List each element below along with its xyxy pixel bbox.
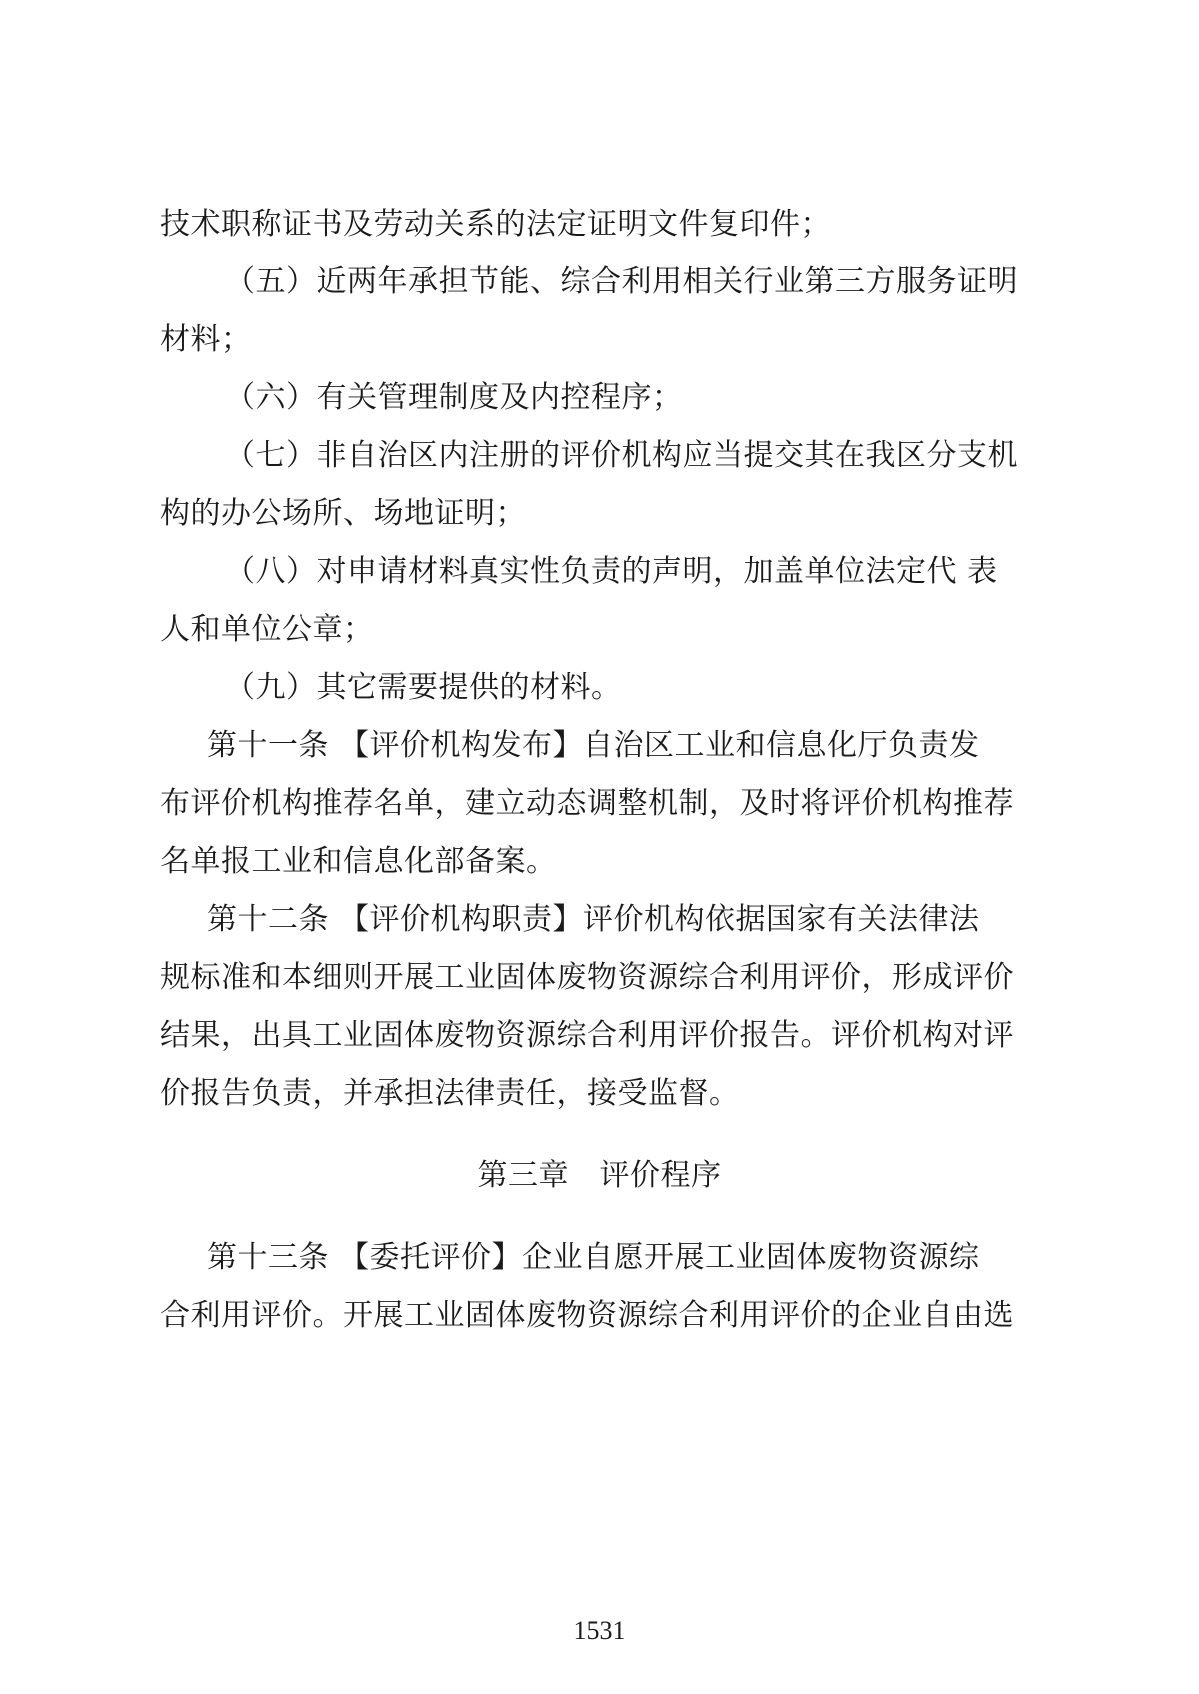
text-line: 价报告负责，并承担法律责任，接受监督。 [160,1076,740,1111]
text-line: 技术职称证书及劳动关系的法定证明文件复印件； [160,207,831,242]
chapter-title: 第三章 评价程序 [477,1158,722,1193]
text-line: （五）近两年承担节能、综合利用相关行业第三方服务证明 [225,264,1018,299]
text-line: 名单报工业和信息化部备案。 [160,844,557,879]
article-13-heading-line: 第十三条 【委托评价】企业自愿开展工业固体废物资源综 [207,1240,980,1275]
article-12-heading-line: 第十二条 【评价机构职责】评价机构依据国家有关法律法 [207,902,980,937]
text-line: 布评价机构推荐名单，建立动态调整机制，及时将评价机构推荐 [160,786,1014,821]
article-11-heading-line: 第十一条 【评价机构发布】自治区工业和信息化厅负责发 [207,728,980,763]
text-line: 合利用评价。开展工业固体废物资源综合利用评价的企业自由选 [160,1298,1014,1333]
text-line: （八）对申请材料真实性负责的声明，加盖单位法定代 表 [225,554,998,589]
text-line: 构的办公场所、场地证明； [160,496,526,531]
text-line: （六）有关管理制度及内控程序； [225,380,683,415]
text-line: （七）非自治区内注册的评价机构应当提交其在我区分支机 [225,438,1018,473]
page-number: 1531 [573,1616,626,1645]
text-line: 人和单位公章； [160,612,374,647]
text-line: （九）其它需要提供的材料。 [225,670,622,705]
text-line: 材料； [160,322,252,357]
text-line: 规标准和本细则开展工业固体废物资源综合利用评价，形成评价 [160,960,1014,995]
text-line: 结果，出具工业固体废物资源综合利用评价报告。评价机构对评 [160,1018,1014,1053]
